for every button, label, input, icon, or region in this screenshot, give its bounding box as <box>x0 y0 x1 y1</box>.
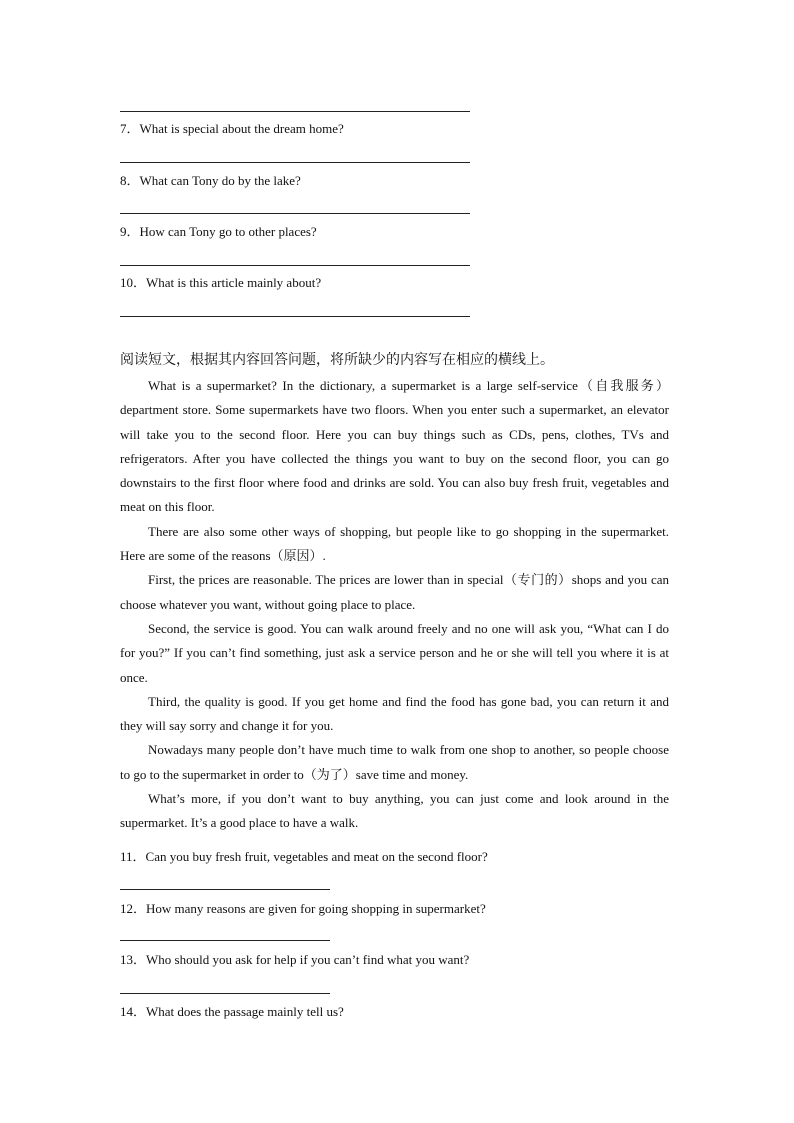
question-7: 7．What is special about the dream home? <box>120 121 344 136</box>
answer-line-13[interactable] <box>120 993 330 994</box>
answer-line-9[interactable] <box>120 265 470 266</box>
question-12: 12．How many reasons are given for going shopping in supermarket? <box>120 901 486 916</box>
passage-paragraph: What is a supermarket? In the dictionary, a supermarket is a large self-service（自我服务）department store. Some supermarkets have two floors. When you enter such a supermarket, an elevator will take you to the second floor. Here you can buy things such as CDs, pens, clothes, TVs and refrigerators. After you have collected the things you want to buy on the second floor, you can go downstairs to the first floor where food and drinks are sold. You can also buy fresh fruit, vegetables and meat on this floor. <box>120 378 669 515</box>
answer-line-11[interactable] <box>120 889 330 890</box>
passage-paragraph: First, the prices are reasonable. The prices are lower than in special（专门的）shops and you can choose whatever you want, without going place to place. <box>120 572 669 612</box>
question-14: 14．What does the passage mainly tell us? <box>120 1004 344 1019</box>
question-10: 10．What is this article mainly about? <box>120 275 322 290</box>
passage-paragraph: What’s more, if you don’t want to buy anything, you can just come and look around in the supermarket. It’s a good place to have a walk. <box>120 791 669 831</box>
passage-paragraph: Nowadays many people don’t have much time to walk from one shop to another, so people choose to go to the supermarket in order to（为了）save time and money. <box>120 742 669 782</box>
passage-paragraph: Second, the service is good. You can walk around freely and no one will ask you, “What can I do for you?” If you can’t find something, just ask a service person and he or she will tell you where it is at once. <box>120 620 669 685</box>
answer-line-12[interactable] <box>120 940 330 941</box>
question-8: 8．What can Tony do by the lake? <box>120 173 301 188</box>
question-11: 11．Can you buy fresh fruit, vegetables and meat on the second floor? <box>120 849 488 864</box>
passage <box>120 374 669 836</box>
answer-line-7[interactable] <box>120 162 470 163</box>
answer-line-10[interactable] <box>120 316 470 317</box>
passage-paragraph: There are also some other ways of shopping, but people like to go shopping in the supermarket. Here are some of the reasons（原因）. <box>120 523 669 564</box>
answer-line-8[interactable] <box>120 213 470 214</box>
question-9: 9．How can Tony go to other places? <box>120 224 317 239</box>
question-13: 13．Who should you ask for help if you can’t find what you want? <box>120 952 470 967</box>
section-instruction: 阅读短文，根据其内容回答问题，将所缺少的内容写在相应的横线上。 <box>120 352 554 368</box>
passage-paragraph: Third, the quality is good. If you get home and find the food has gone bad, you can return it and they will say sorry and change it for you. <box>120 693 669 734</box>
answer-line-6[interactable] <box>120 111 470 112</box>
